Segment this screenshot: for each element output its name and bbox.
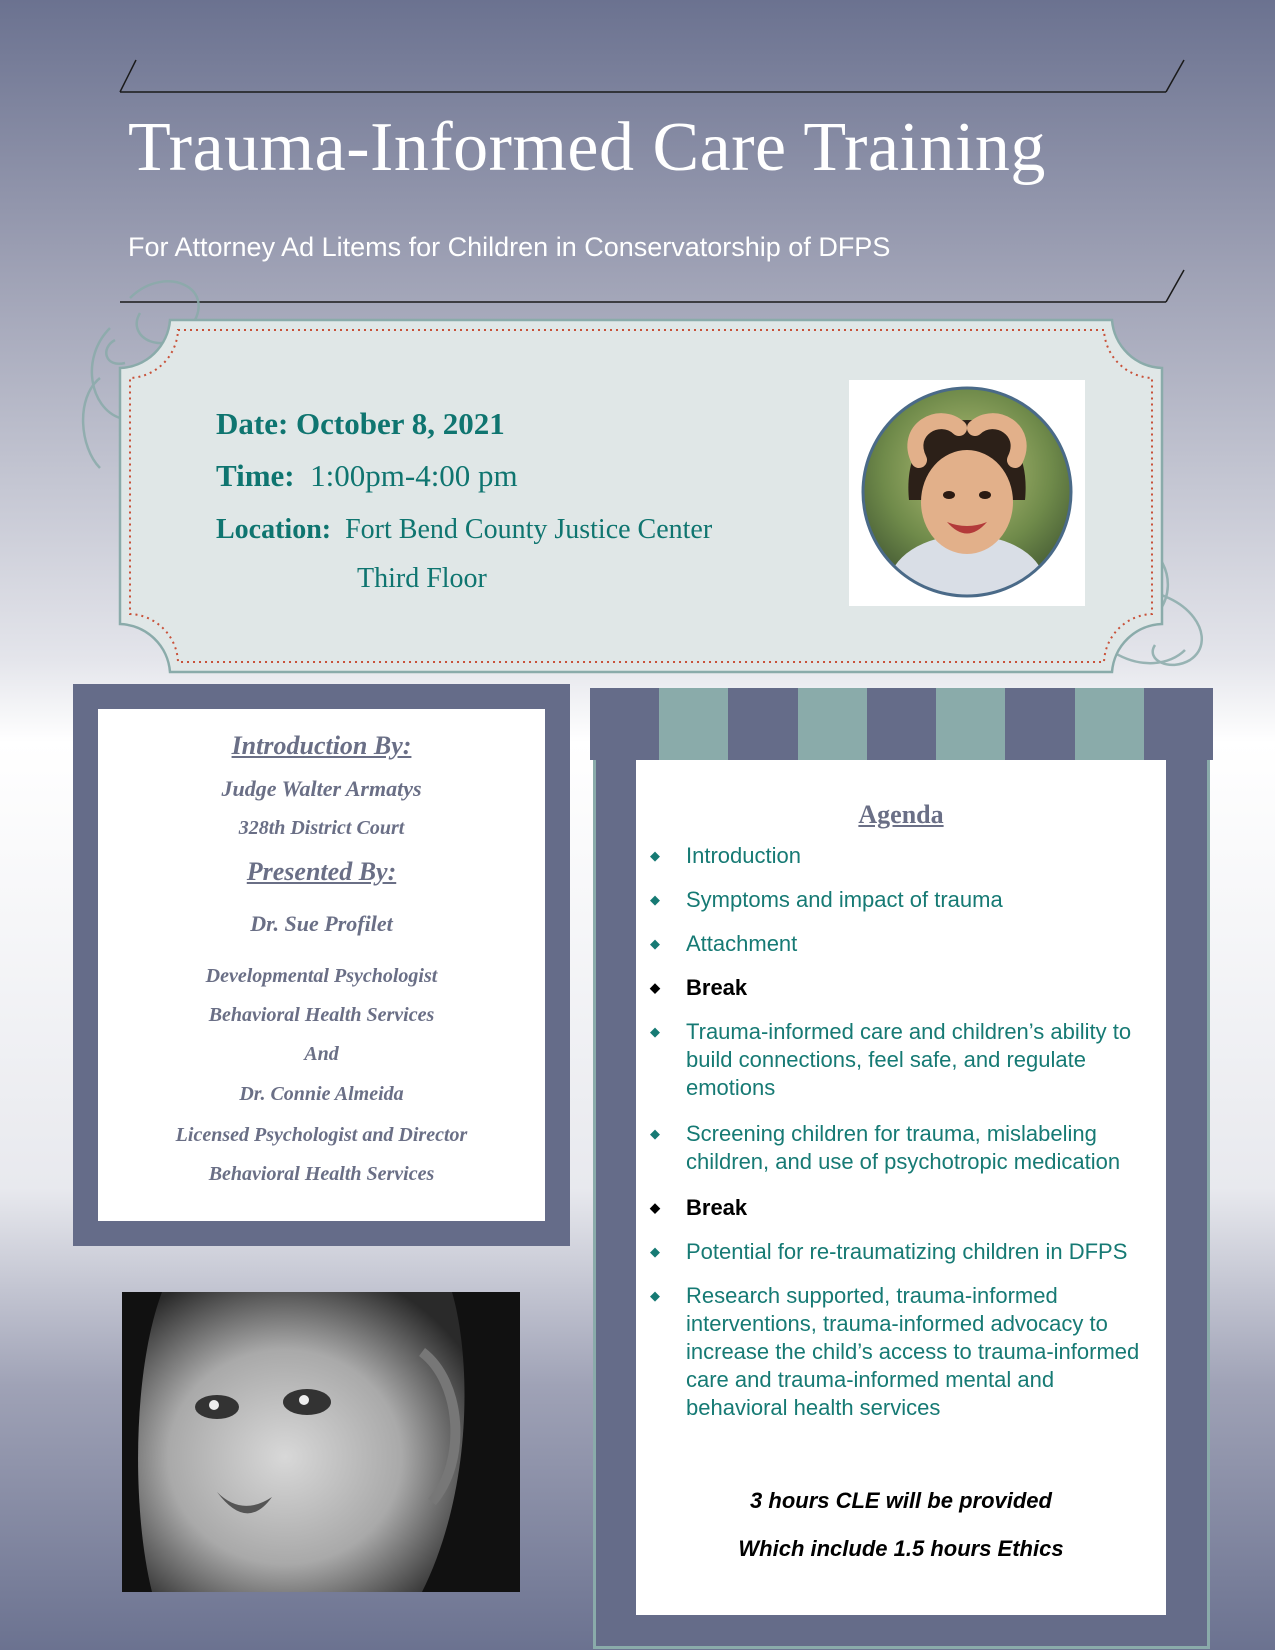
intro-name: Judge Walter Armatys xyxy=(221,776,422,801)
cle-line2: Which include 1.5 hours Ethics xyxy=(738,1536,1064,1561)
presenter2-org: Behavioral Health Services xyxy=(208,1163,435,1185)
page-subtitle: For Attorney Ad Litems for Children in Conservatorship of DFPS xyxy=(128,232,891,262)
speakers-content xyxy=(98,709,545,1221)
cle-line1: 3 hours CLE will be provided xyxy=(750,1488,1052,1513)
agenda-item: ◆ Introduction xyxy=(650,843,801,868)
diamond-bullet-icon: ◆ xyxy=(650,1244,660,1259)
event-time xyxy=(216,458,518,494)
diamond-bullet-icon: ◆ xyxy=(650,1288,660,1303)
event-location xyxy=(216,514,712,546)
agenda-item: ◆ Potential for re-traumatizing children in DFPS xyxy=(650,1239,1128,1264)
agenda-stripe-header xyxy=(590,688,1213,760)
presenter1-org: Behavioral Health Services xyxy=(208,1004,435,1026)
agenda-item-break: ◆ Break xyxy=(650,1195,748,1220)
presenter1-title: Developmental Psychologist xyxy=(205,965,438,987)
agenda-item: ◆ Screening children for trauma, mislabeling children, and use of psychotropic medication xyxy=(650,1121,1121,1174)
child-photo-circle xyxy=(849,380,1085,606)
speakers-panel xyxy=(73,684,570,1246)
agenda-item: ◆ Attachment xyxy=(650,931,798,956)
location-line1: Fort Bend County Justice Center xyxy=(345,514,713,545)
agenda-panel xyxy=(590,688,1213,1650)
header-top-rule xyxy=(118,58,1188,94)
date-label: Date: xyxy=(216,406,289,441)
time-value: 1:00pm-4:00 pm xyxy=(310,458,518,493)
baby-photo-image xyxy=(122,1292,520,1592)
diamond-bullet-icon: ◆ xyxy=(650,1024,660,1039)
diamond-bullet-icon: ◆ xyxy=(650,936,660,951)
event-date xyxy=(216,406,505,442)
time-label: Time: xyxy=(216,458,295,493)
intro-court: 328th District Court xyxy=(238,817,405,839)
agenda-content xyxy=(636,760,1166,1615)
agenda-item: ◆ Research supported, trauma-informed interventions, trauma-informed advocacy to increase the child’s access to trauma-informed care and trauma-informed mental and behavioral health services xyxy=(650,1283,1140,1420)
date-value: October 8, 2021 xyxy=(296,406,505,441)
baby-photo xyxy=(122,1292,520,1592)
intro-heading: Introduction By: xyxy=(231,731,412,760)
diamond-bullet-icon: ◆ xyxy=(650,1200,660,1215)
presenter1-name: Dr. Sue Profilet xyxy=(250,911,393,936)
location-line2: Third Floor xyxy=(357,563,487,594)
child-photo-frame xyxy=(849,380,1085,606)
page-title: Trauma-Informed Care Training xyxy=(128,109,1046,186)
agenda-item-break: ◆ Break xyxy=(650,975,748,1000)
diamond-bullet-icon: ◆ xyxy=(650,980,660,995)
diamond-bullet-icon: ◆ xyxy=(650,892,660,907)
diamond-bullet-icon: ◆ xyxy=(650,848,660,863)
conjunction: And xyxy=(304,1043,339,1065)
presenter2-title: Licensed Psychologist and Director xyxy=(175,1124,468,1146)
agenda-title: Agenda xyxy=(858,800,944,829)
presented-heading: Presented By: xyxy=(246,857,397,886)
diamond-bullet-icon: ◆ xyxy=(650,1126,660,1141)
agenda-item: ◆ Symptoms and impact of trauma xyxy=(650,887,1003,912)
presenter2-name: Dr. Connie Almeida xyxy=(239,1083,404,1105)
agenda-item: ◆ Trauma-informed care and children’s ability to build connections, feel safe, and regulate emotions xyxy=(650,1019,1132,1100)
header-bottom-rule xyxy=(118,268,1188,304)
location-label: Location: xyxy=(216,514,332,545)
